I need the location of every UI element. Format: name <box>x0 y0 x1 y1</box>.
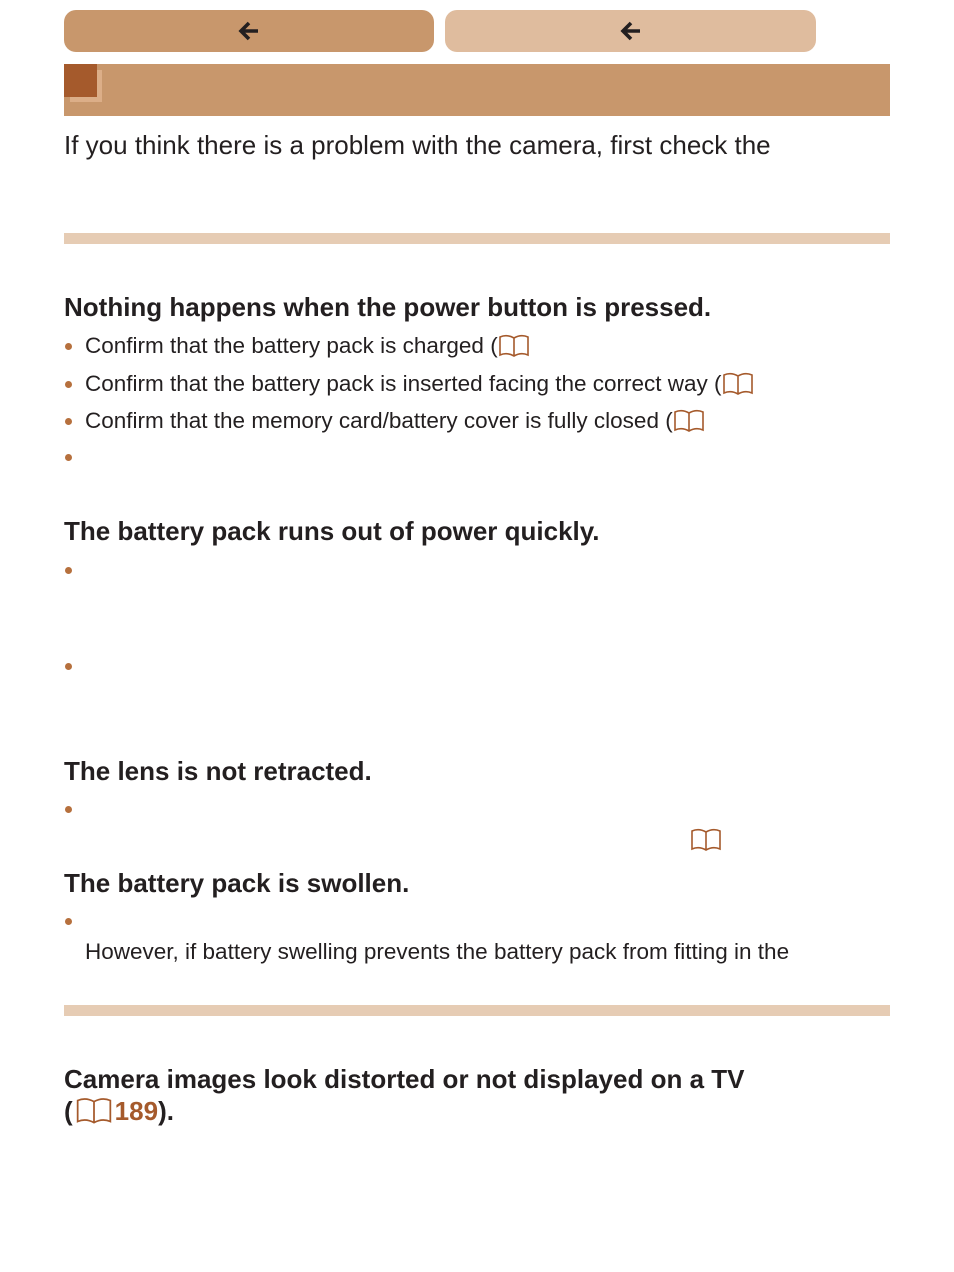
list-item-text: Confirm that the battery pack is inserted facing the correct way ( <box>85 371 722 396</box>
title-bar <box>64 64 890 116</box>
back-button[interactable] <box>445 10 816 52</box>
section-divider <box>64 233 890 244</box>
bullet-icon <box>65 454 72 461</box>
heading-line <box>64 1095 744 1127</box>
section-heading: The lens is not retracted. <box>64 756 372 786</box>
bullet-icon <box>65 918 72 925</box>
bullet-icon <box>65 806 72 813</box>
bullet-icon <box>65 663 72 670</box>
previous-page-button[interactable] <box>64 10 434 52</box>
list-item-text: Confirm that the memory card/battery cover is fully closed ( <box>85 408 673 433</box>
section-heading: The battery pack runs out of power quickly. <box>64 516 600 546</box>
bullet-icon <box>65 343 72 350</box>
section-divider <box>64 1005 890 1016</box>
book-icon[interactable] <box>498 334 530 358</box>
page-reference-link[interactable]: 189 <box>114 1096 159 1126</box>
book-icon[interactable] <box>673 409 705 433</box>
list-item <box>85 370 754 398</box>
intro-text: If you think there is a problem with the camera, first check the <box>64 130 771 160</box>
arrow-left-icon <box>619 19 643 43</box>
section-heading: The battery pack is swollen. <box>64 868 410 898</box>
section-heading <box>64 1063 744 1127</box>
list-item-continuation: However, if battery swelling prevents the battery pack from fitting in the <box>85 939 790 964</box>
list-item-text: Confirm that the battery pack is charged ( <box>85 333 498 358</box>
bullet-icon <box>65 567 72 574</box>
book-icon[interactable] <box>74 1097 114 1125</box>
arrow-left-icon <box>237 19 261 43</box>
book-icon[interactable] <box>722 372 754 396</box>
bullet-icon <box>65 381 72 388</box>
heading-paren: ( <box>64 1096 73 1126</box>
heading-line: Camera images look distorted or not displayed on a TV <box>64 1064 745 1094</box>
section-heading: Nothing happens when the power button is pressed. <box>64 292 712 322</box>
bullet-icon <box>65 418 72 425</box>
list-item <box>85 407 705 435</box>
list-item <box>85 332 530 360</box>
heading-paren: ). <box>158 1096 174 1126</box>
book-icon[interactable] <box>690 828 722 852</box>
title-marker <box>64 64 97 97</box>
